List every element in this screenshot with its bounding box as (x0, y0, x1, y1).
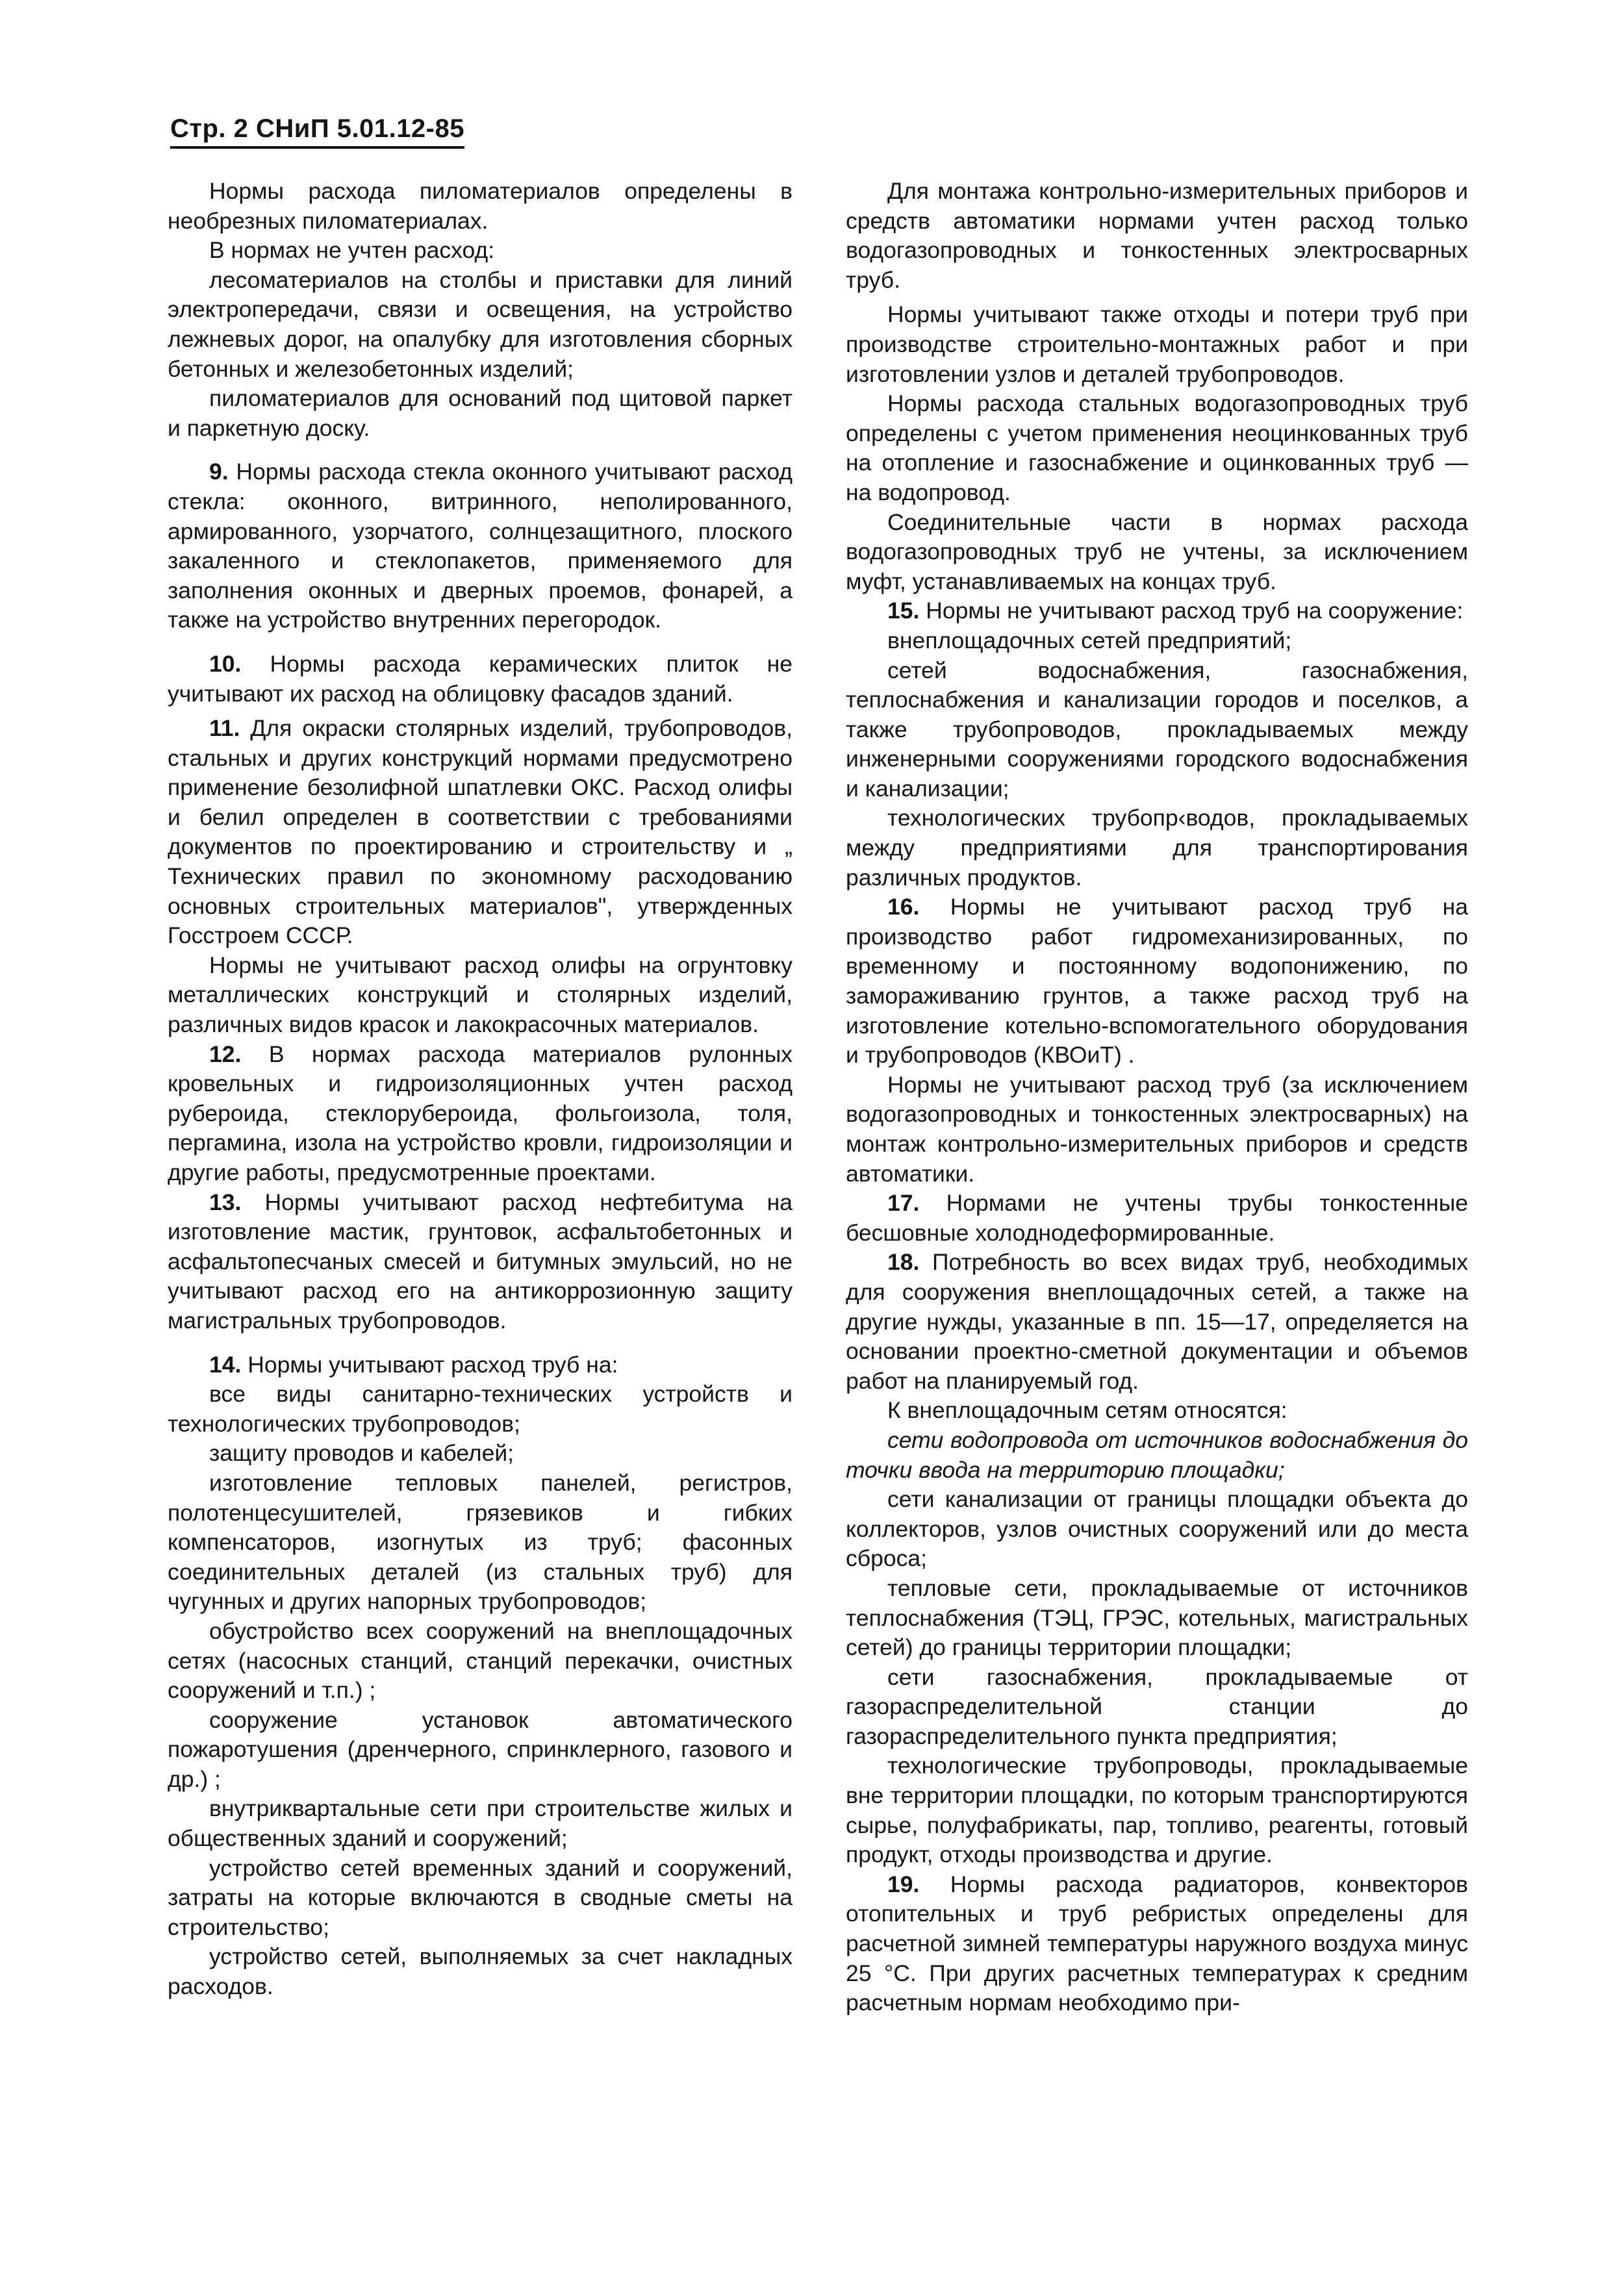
clause-10: 10. Нормы расхода керамических плиток не учитывают их расход на облицовку фасадов зданий. (168, 650, 793, 707)
clause-number: 18. (887, 1249, 920, 1276)
clause-number: 13. (209, 1189, 242, 1215)
list-item: обустройство всех сооружений на внеплощадочных сетях (насосных станций, станций перекачки, очистных сооружений и т.п.) ; (168, 1617, 793, 1704)
list-item: устройство сетей временных зданий и сооружений, затраты на которые включаются в сводные сметы на строительство; (168, 1854, 793, 1940)
list-item: изготовление тепловых панелей, регистров, полотенцесушителей, грязевиков и гибких компенсаторов, изогнутых из труб; фасонных соединительных деталей (из стальных труб) для чугунных и других напорных трубопроводов; (168, 1469, 793, 1615)
list-item: сооружение установок автоматического пожаротушения (дренчерного, спринклерного, газового и др.) ; (168, 1706, 793, 1792)
paragraph: Соединительные части в нормах расхода водогазопроводных труб не учтены, за исключением муфт, устанавливаемых на концах труб. (846, 509, 1468, 594)
clause-14: 14. Нормы учитывают расход труб на: (209, 1351, 618, 1378)
clause-15: 15. Нормы не учитывают расход труб на сооружение: (887, 598, 1464, 624)
list-item: все виды санитарно-технических устройств и технологических трубопроводов; (168, 1381, 793, 1437)
list-item: пиломатериалов для оснований под щитовой паркет и паркетную доску. (168, 385, 793, 441)
clause-number: 15. (887, 598, 920, 624)
paragraph: Нормы учитывают также отходы и потери труб при производстве строительно-монтажных работ и при изготовлении узлов и деталей трубопроводов. (846, 301, 1468, 387)
clause-18: 18. Потребность во всех видах труб, необходимых для сооружения внеплощадочных сетей, а также на другие нужды, указанные в пп. 15—17, определяется на основании проектно-сметной документации и объемов работ на планируемый год. (846, 1249, 1468, 1394)
list-item: сети газоснабжения, прокладываемые от газораспределительной станции до газораспределительного пункта предприятия; (846, 1663, 1468, 1749)
list-item: внутриквартальные сети при строительстве жилых и общественных зданий и сооружений; (168, 1795, 793, 1852)
page-header: Стр. 2 СНиП 5.01.12-85 (170, 114, 464, 149)
clause-12: 12. В нормах расхода материалов рулонных кровельных и гидроизоляционных учтен расход рубероида, стеклорубероида, фольгоизола, толя, пергамина, изола на устройство кровли, гидроизоляции и другие работы, предусмотренные проектами. (168, 1041, 793, 1185)
list-item: внеплощадочных сетей предприятий; (887, 627, 1292, 653)
paragraph: В нормах не учтен расход: (209, 237, 495, 264)
clause-number: 17. (887, 1190, 920, 1217)
list-item: лесоматериалов на столбы и приставки для линий электропередачи, связи и освещения, на устройство лежневых дорог, на опалубку для изготовления сборных бетонных и железобетонных изделий; (168, 266, 793, 382)
list-item: сети водопровода от источников водоснабжения до точки ввода на территорию площадки; (846, 1426, 1468, 1483)
paragraph: Нормы расхода стальных водогазопроводных труб определены с учетом применения неоцинкованных труб на отопление и газоснабжение и оцинкованных труб — на водопровод. (846, 390, 1468, 505)
clause-number: 12. (209, 1041, 242, 1067)
clause-number: 11. (209, 715, 240, 742)
clause-13: 13. Нормы учитывают расход нефтебитума на изготовление мастик, грунтовок, асфальтобетонных и асфальтопесчаных смесей и битумных эмульсий, но не учитывают расход его на антикоррозионную защиту магистральных трубопроводов. (168, 1189, 793, 1333)
paragraph: Для монтажа контрольно-измерительных приборов и средств автоматики нормами учтен расход только водогазопроводных и тонкостенных электросварных труб. (846, 178, 1468, 293)
clause-number: 14. (209, 1351, 242, 1378)
clause-17: 17. Нормами не учтены трубы тонкостенные бесшовные холоднодеформированные. (846, 1190, 1468, 1246)
list-item: защиту проводов и кабелей; (209, 1440, 514, 1467)
list-item: тепловые сети, прокладываемые от источников теплоснабжения (ТЭЦ, ГРЭС, котельных, магистральных сетей) до границы территории площадки; (846, 1574, 1468, 1661)
clause-number: 16. (887, 894, 920, 920)
clause-9: 9. Нормы расхода стекла оконного учитывают расход стекла: оконного, витринного, неполированного, армированного, узорчатого, солнцезащитного, плоского закаленного и стеклопакетов, применяемого для заполнения оконных и дверных проемов, фонарей, а также на устройство внутренних перегородок. (168, 459, 793, 633)
paragraph: Нормы не учитывают расход олифы на огрунтовку металлических конструкций и столярных изделий, различных видов красок и лакокрасочных материалов. (168, 952, 793, 1038)
list-item: технологические трубопроводы, прокладываемые вне территории площадки, по которым транспортируются сырье, полуфабрикаты, пар, топливо, реагенты, готовый продукт, отходы производства и другие. (846, 1752, 1468, 1868)
list-item: технологических трубопр‹водов, прокладываемых между предприятиями для транспортирования различных продуктов. (846, 805, 1468, 891)
left-column (168, 177, 793, 2002)
paragraph: Нормы расхода пиломатериалов определены в необрезных пиломатериалах. (168, 178, 793, 234)
right-column (846, 177, 1468, 2018)
list-item: сети канализации от границы площадки объекта до коллекторов, узлов очистных сооружений или до места сброса; (846, 1486, 1468, 1572)
list-item: устройство сетей, выполняемых за счет накладных расходов. (168, 1943, 793, 2000)
paragraph: Нормы не учитывают расход труб (за исключением водогазопроводных и тонкостенных электросварных) на монтаж контрольно-измерительных приборов и средств автоматики. (846, 1071, 1468, 1187)
clause-number: 10. (209, 650, 242, 677)
clause-number: 19. (887, 1871, 920, 1897)
clause-16: 16. Нормы не учитывают расход труб на производство работ гидромеханизированных, по временному и постоянному водопонижению, по замораживанию грунтов, а также расход труб на изготовление котельно-вспомогательного оборудования и трубопроводов (КВОиТ) . (846, 894, 1468, 1068)
clause-19: 19. Нормы расхода радиаторов, конвекторов отопительных и труб ребристых определены для расчетной зимней температуры наружного воздуха минус 25 °С. При других расчетных температурах к средним расчетным нормам необходимо при- (846, 1871, 1468, 2016)
paragraph: К внеплощадочным сетям относятся: (887, 1397, 1288, 1424)
list-item: сетей водоснабжения, газоснабжения, теплоснабжения и канализации городов и поселков, а также трубопроводов, прокладываемых между инженерными сооружениями городского водоснабжения и канализации; (846, 657, 1468, 802)
clause-number: 9. (209, 459, 229, 485)
clause-11: 11. Для окраски столярных изделий, трубопроводов, стальных и других конструкций нормами предусмотрено применение безолифной шпатлевки ОКС. Расход олифы и белил определен в соответствии с требованиями документов по проектированию и строительству и „ Технических правил по экономному расходованию основных строительных материалов", утвержденных Госстроем СССР. (168, 715, 793, 949)
